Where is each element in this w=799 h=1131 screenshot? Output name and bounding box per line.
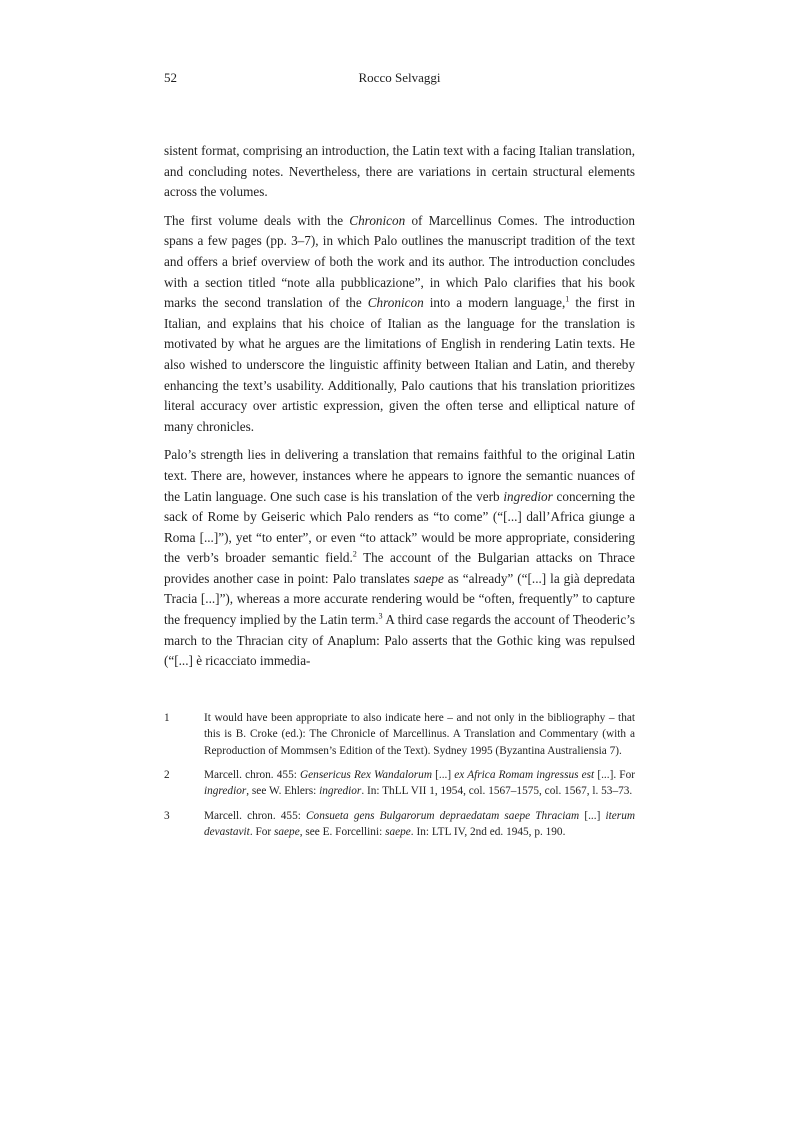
page-header <box>164 70 635 86</box>
footnotes <box>164 710 635 841</box>
footnote-item <box>164 808 635 841</box>
footnote-number: 1 <box>164 711 170 724</box>
running-head: Rocco Selvaggi <box>358 70 441 85</box>
footnote-text: Marcell. chron. 455: Consueta gens Bulgarorum depraedatam saepe Thraciam [...] iterum devastavit. For saepe, see E. Forcellini: saepe. In: LTL IV, 2nd ed. 1945, p. 190. <box>204 809 635 839</box>
footnote-text: Marcell. chron. 455: Gensericus Rex Wandalorum [...] ex Africa Romam ingressus est [...]. For ingredior, see W. Ehlers: ingredior. In: ThLL VII 1, 1954, col. 1567–1575, col. 1567, l. 53–73. <box>204 769 635 798</box>
body-text <box>164 141 635 672</box>
footnote-item <box>164 767 635 800</box>
paragraph: sistent format, comprising an introduction, the Latin text with a facing Italian translation, and concluding notes. Nevertheless, there are variations in certain structural elements across the volumes. <box>164 143 635 200</box>
page-number: 52 <box>164 70 177 85</box>
footnote-text: It would have been appropriate to also indicate here – and not only in the bibliography – that this is B. Croke (ed.): The Chronicle of Marcellinus. A Translation and Commentary (with a Reproduction of Mommsen’s Edition of the Text). Sydney 1995 (Byzantina Australiensia 7). <box>204 711 635 757</box>
paragraph: Palo’s strength lies in delivering a translation that remains faithful to the original Latin text. There are, however, instances where he appears to ignore the semantic nuances of the Latin language. One such case is his translation of the verb ingredior concerning the sack of Rome by Geiseric which Palo renders as “to come” (“[...] dall’Africa giunge a Roma [...]”), yet “to enter”, or even “to attack” would be more appropriate, considering the verb’s broader semantic field.$^2$ The account of the Bulgarian attacks on Thrace provides another case in point: Palo translates saepe as “already” (“[...] la già depredata Tracia [...]”), whereas a more accurate rendering would be “often, frequently” to capture the frequency implied by the Latin term.$^3$ A third case regards the account of Theoderic’s march to the Thracian city of Anaplum: Palo asserts that the Gothic king was repulsed (“[...] è ricacciato immedia- <box>164 447 636 669</box>
paragraph: The first volume deals with the Chronicon of Marcellinus Comes. The introduction spans a few pages (pp. 3–7), in which Palo outlines the manuscript tradition of the text and offers a brief overview of both the work and its author. The introduction concludes with a section titled “note alla pubblicazione”, in which Palo clarifies that his book marks the second translation of the Chronicon into a modern language,$^1$ the first in Italian, and explains that his choice of Italian as the language for the translation is motivated by what he argues are the limitations of English in rendering Latin texts. He also wished to underscore the linguistic affinity between Italian and Latin, and thereby enhancing the text’s usability. Additionally, Palo cautions that his translation prioritizes literal accuracy over artistic expression, given the often terse and elliptical nature of many chronicles. <box>164 212 635 434</box>
footnote-item <box>164 710 635 759</box>
footnote-number: 2 <box>164 769 170 782</box>
page-content <box>164 141 635 849</box>
footnote-number: 3 <box>164 809 170 822</box>
